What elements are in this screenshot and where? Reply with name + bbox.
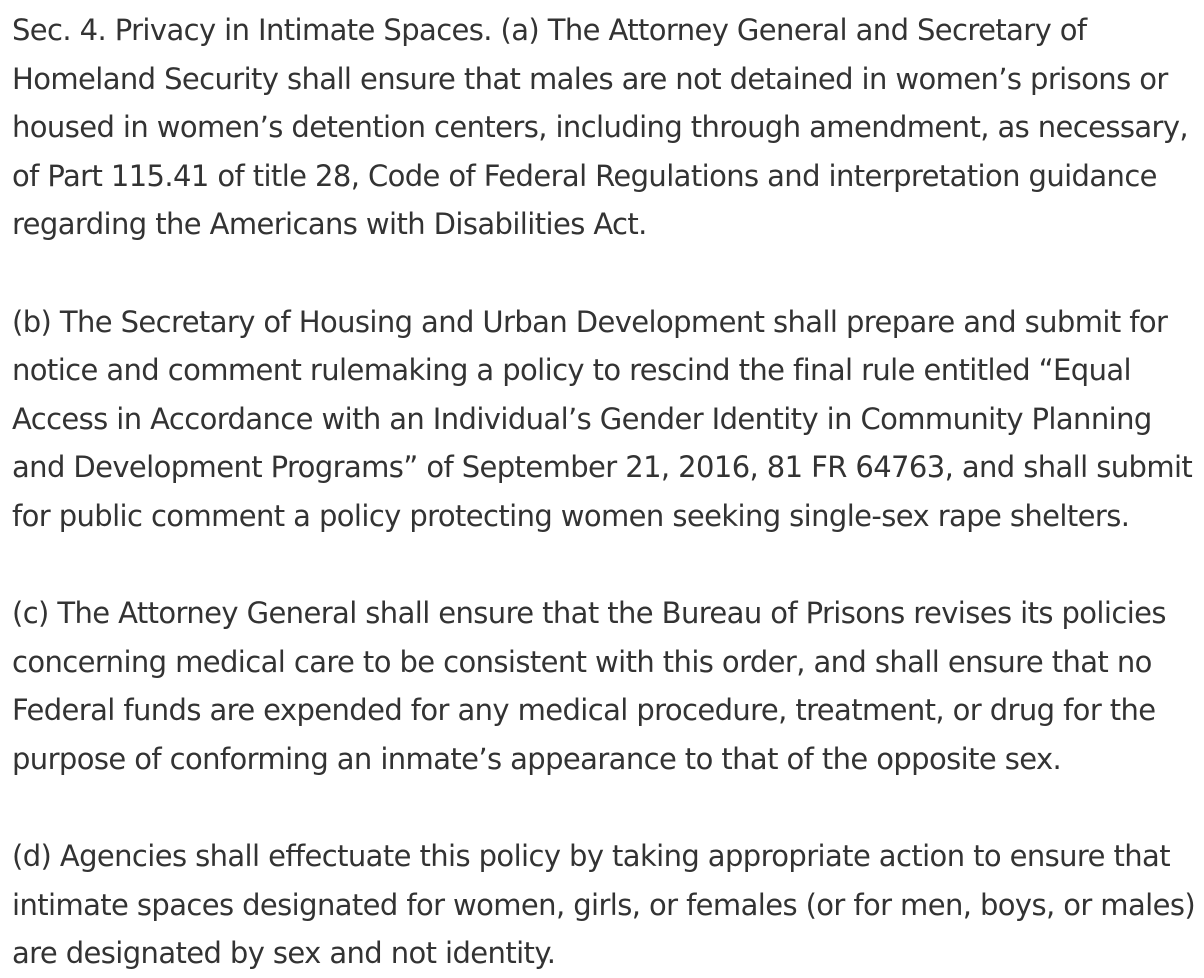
paragraph-sec-4-a: Sec. 4. Privacy in Intimate Spaces. (a) The Attorney General and Secretary of Homeland Security shall ensure that males are not detained in women’s prisons or housed in women’s detention centers, including through amendment, as necessary, of Part 115.41 of title 28, Code of Federal Regulations and interpretation guidance regarding the Americans with Disabilities Act.: [12, 13, 1189, 242]
paragraph-d: (d) Agencies shall effectuate this policy by taking appropriate action to ensure that intimate spaces designated for women, girls, or females (or for men, boys, or males) are designated by sex and not identity.: [12, 839, 1196, 971]
paragraph-b: (b) The Secretary of Housing and Urban Development shall prepare and submit for notice and comment rulemaking a policy to rescind the final rule entitled “Equal Access in Accordance with an Individual’s Gender Identity in Community Planning and Development Programs” of September 21, 2016, 81 FR 64763, and shall submit for public comment a policy protecting women seeking single-sex rape shelters.: [12, 304, 1193, 533]
paragraph-c: (c) The Attorney General shall ensure that the Bureau of Prisons revises its policies concerning medical care to be consistent with this order, and shall ensure that no Federal funds are expended for any medical procedure, treatment, or drug for the purpose of conforming an inmate’s appearance to that of the opposite sex.: [12, 596, 1166, 776]
